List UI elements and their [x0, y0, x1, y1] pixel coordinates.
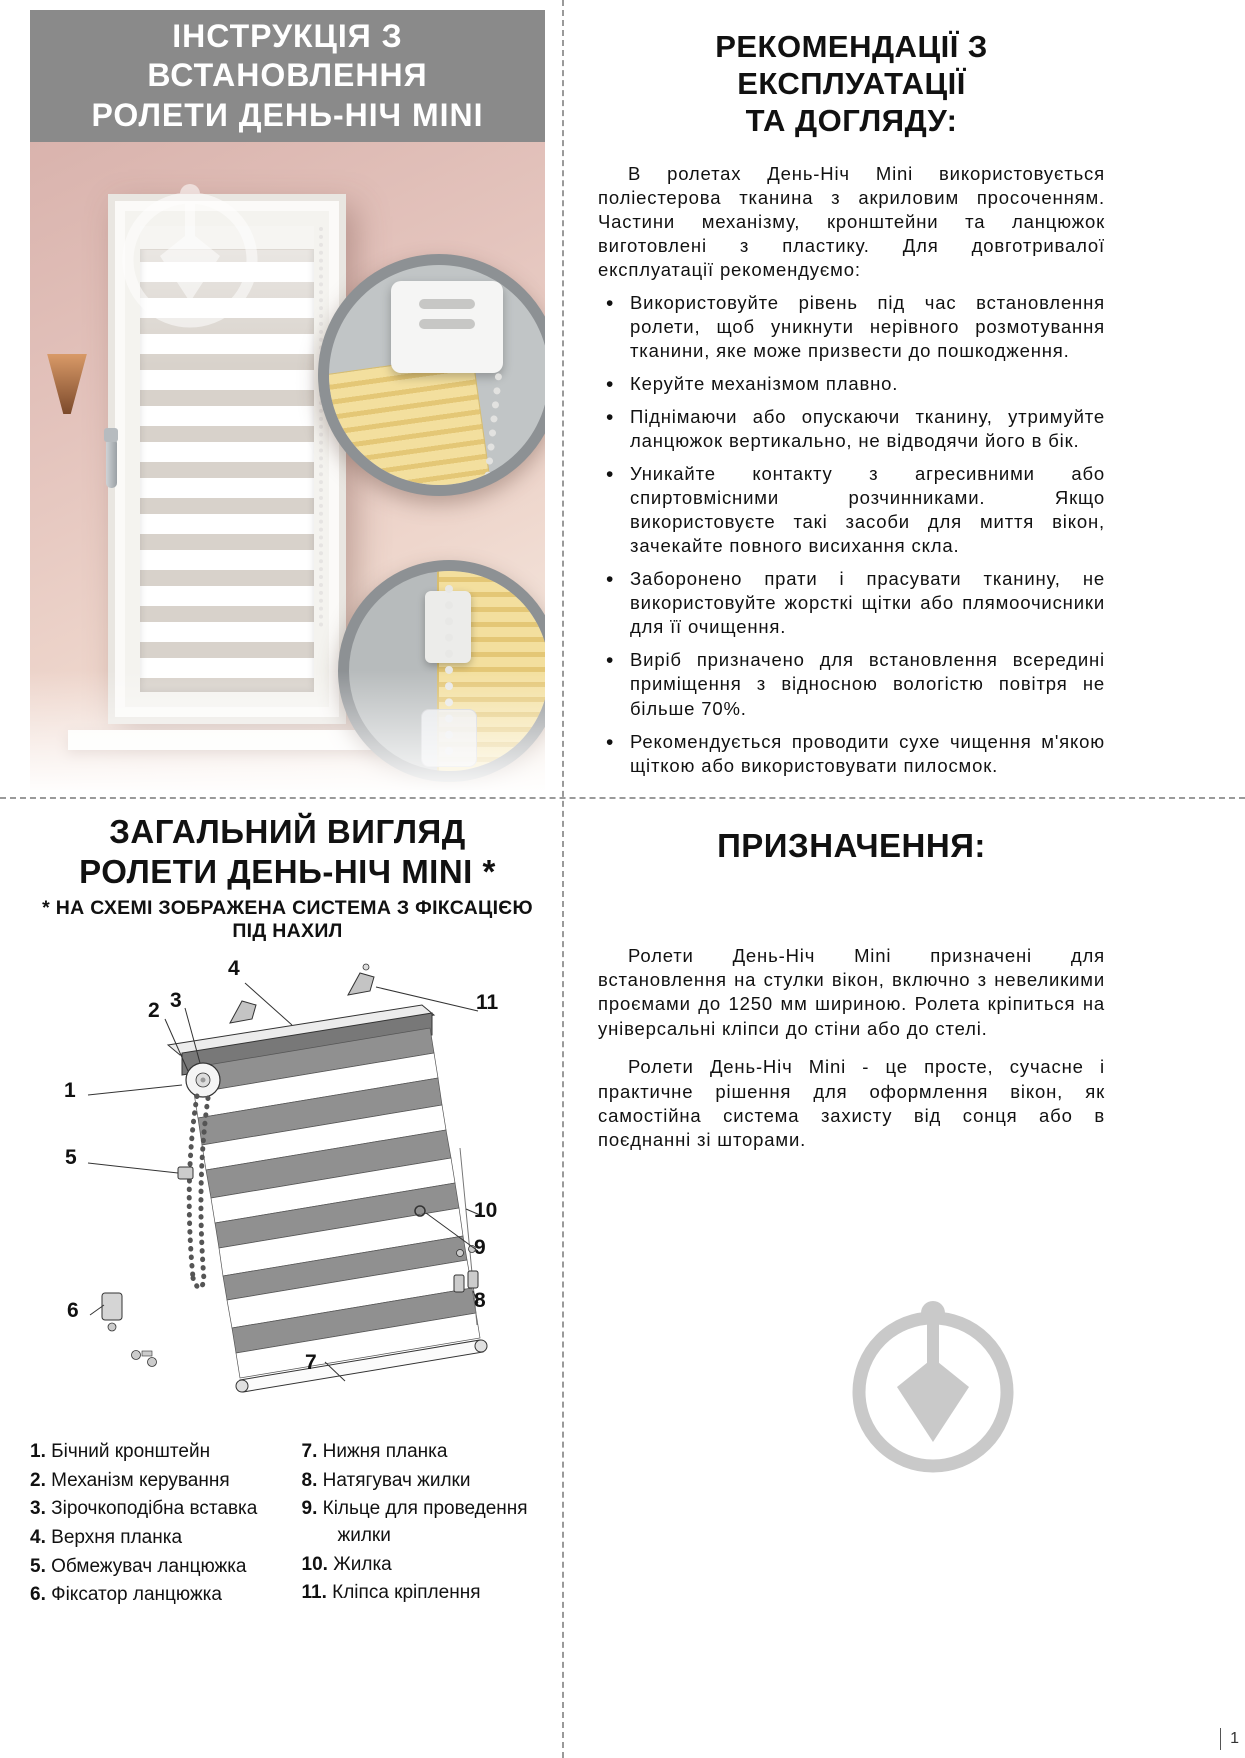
recommendations-title-line1: РЕКОМЕНДАЦІЇ З ЕКСПЛУАТАЦІЇ	[715, 29, 988, 102]
legend-item-8: 8. Натягувач жилки	[301, 1469, 471, 1491]
inset2-tensioner-piece	[421, 709, 477, 767]
detail-inset-mechanism	[318, 254, 545, 496]
legend-column-left	[30, 1439, 288, 1611]
recommendation-item: • Керуйте механізмом плавно.	[598, 372, 1105, 396]
window-sill	[68, 730, 398, 750]
detail-inset-tensioner	[338, 560, 545, 782]
recommendations-list	[598, 291, 1105, 778]
wall-lamp	[36, 354, 98, 414]
divider-horizontal	[0, 797, 1245, 799]
legend-item-11: 11. Кліпса кріплення	[301, 1582, 481, 1604]
inset2-chain	[445, 585, 453, 755]
overview-title-line2: РОЛЕТИ ДЕНЬ-НІЧ MINI *	[79, 852, 496, 890]
purpose-title: ПРИЗНАЧЕННЯ:	[717, 827, 986, 864]
divider-vertical	[562, 0, 564, 1758]
diagram-callout-4: 4	[228, 957, 240, 981]
diagram-callout-1: 1	[64, 1079, 76, 1103]
diagram-callout-8: 8	[474, 1289, 486, 1313]
legend-column-right	[288, 1439, 546, 1611]
inset-control-bracket	[391, 281, 503, 373]
recommendations-title	[598, 28, 1105, 140]
recommendations-intro: В ролетах День-Ніч Mini використовується поліестерова тканина з акриловим просоченням. Частини механізму, кронштейни та ланцюжок виготовлені з пластику. Для довготривалої експлуатації рекомендуємо:	[598, 162, 1105, 280]
diagram-callout-6: 6	[67, 1299, 79, 1323]
legend-item-10: 10. Жилка	[301, 1553, 392, 1575]
legend-item-3: 3. Зірочкоподібна вставка	[30, 1498, 258, 1520]
installation-title-banner	[30, 10, 545, 142]
legend-item-9: 9. Кільце для проведення жилки	[301, 1498, 528, 1546]
diagram-callout-9: 9	[474, 1236, 486, 1260]
brand-watermark-logo	[838, 1292, 1028, 1482]
recommendation-item: • Виріб призначено для встановлення всередині приміщення з відносною вологістю повітря не більше 70%.	[598, 648, 1105, 720]
blind-diagram-drawing	[30, 953, 545, 1425]
legend-item-4: 4. Верхня планка	[30, 1526, 183, 1548]
recommendations-section	[598, 28, 1105, 787]
recommendations-title-line2: ТА ДОГЛЯДУ:	[745, 103, 958, 139]
blind-diagram	[30, 953, 545, 1425]
diagram-callout-2: 2	[148, 999, 160, 1023]
purpose-paragraph-1: Ролети День-Ніч Mini призначені для встановлення на стулки вікон, включно з невеликими проємами до 1250 мм шириною. Ролета кріпиться на універсальні кліпси до стіни або до стелі.	[598, 944, 1105, 1039]
overview-section	[30, 812, 545, 1611]
legend-item-7: 7. Нижня планка	[301, 1441, 448, 1463]
inset-fabric-roll	[318, 354, 494, 496]
diagram-callout-5: 5	[65, 1146, 77, 1170]
diagram-legend	[30, 1439, 545, 1611]
legend-item-5: 5. Обмежувач ланцюжка	[30, 1555, 247, 1577]
overview-subtitle: * НА СХЕМІ ЗОБРАЖЕНА СИСТЕМА З ФІКСАЦІЄЮ ПІД НАХИЛ	[42, 897, 533, 943]
overview-title	[30, 812, 545, 891]
installation-photo	[30, 142, 545, 790]
recommendation-item: • Піднімаючи або опускаючи тканину, утримуйте ланцюжок вертикально, не відводячи його в бік.	[598, 405, 1105, 453]
page-number: 1	[1220, 1728, 1239, 1750]
installation-title-line2: РОЛЕТИ ДЕНЬ-НІЧ MINI	[91, 96, 484, 133]
purpose-paragraph-2: Ролети День-Ніч Mini - це просте, сучасне і практичне рішення для оформлення вікон, як самостійна система захисту від сонця або в поєднанні зі шторами.	[598, 1056, 1105, 1151]
recommendation-item: • Рекомендується проводити сухе чищення м'якою щіткою або використовувати пилосмок.	[598, 730, 1105, 778]
recommendation-item: • Заборонено прати і прасувати тканину, не використовуйте жорсткі щітки або плямоочисники для її очищення.	[598, 567, 1105, 639]
inset-chain	[483, 373, 503, 493]
installation-title-line1: ІНСТРУКЦІЯ З ВСТАНОВЛЕННЯ	[147, 18, 428, 94]
recommendation-item: • Використовуйте рівень під час встановлення ролети, щоб уникнути нерівного розмотування тканини, яке може призвести до пошкодження.	[598, 291, 1105, 363]
diagram-callout-3: 3	[170, 989, 182, 1013]
diagram-callout-11: 11	[476, 991, 499, 1015]
window-handle	[106, 438, 117, 488]
diagram-callout-7: 7	[305, 1351, 317, 1375]
purpose-section	[598, 826, 1105, 1153]
legend-item-1: 1. Бічний кронштейн	[30, 1441, 211, 1463]
blind-chain	[319, 227, 323, 627]
legend-item-2: 2. Механізм керування	[30, 1469, 230, 1491]
recommendation-item: • Уникайте контакту з агресивними або спиртовмісними розчинниками. Якщо використовуєте такі засоби для миття вікон, зачекайте повного висихання скла.	[598, 462, 1105, 558]
diagram-callout-10: 10	[474, 1199, 498, 1223]
overview-title-line1: ЗАГАЛЬНИЙ ВИГЛЯД	[109, 813, 466, 850]
legend-item-6: 6. Фіксатор ланцюжка	[30, 1584, 222, 1606]
brand-watermark-icon	[110, 176, 270, 336]
